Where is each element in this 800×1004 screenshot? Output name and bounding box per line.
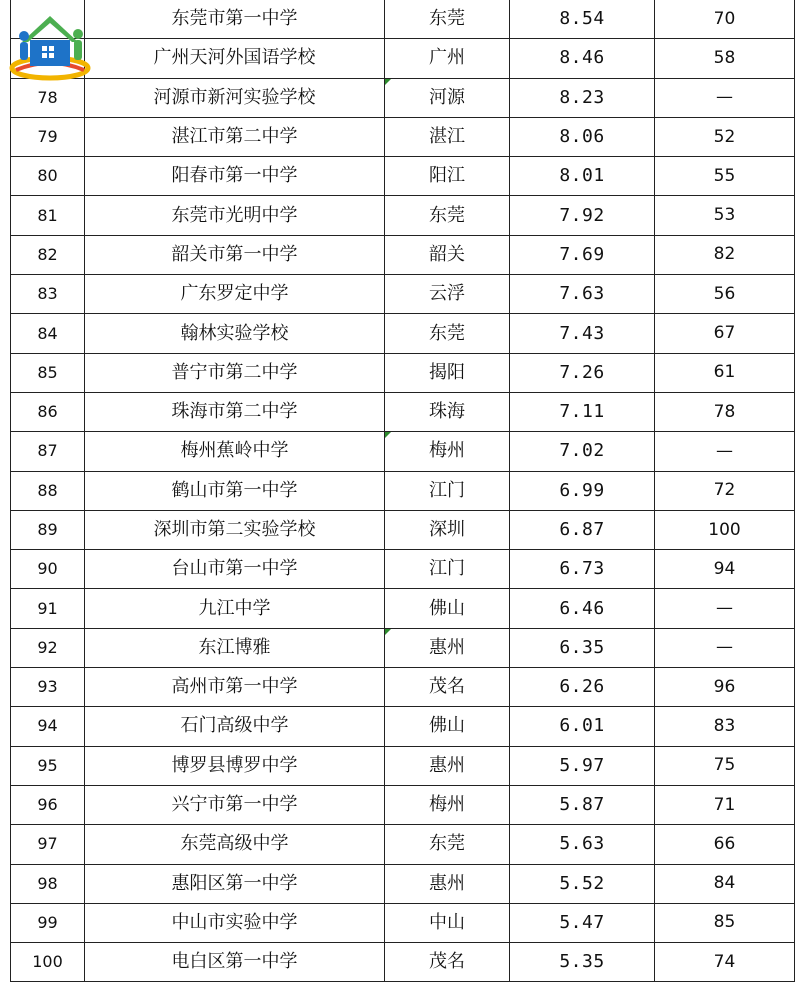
house-family-logo-icon — [8, 6, 92, 82]
table-row — [11, 943, 795, 982]
school-name-cell: 高州市第一中学 — [85, 668, 385, 707]
school-name-cell: 电白区第一中学 — [85, 943, 385, 982]
score-cell: 6.26 — [510, 668, 655, 707]
city-cell: 东莞 — [385, 196, 510, 235]
school-name-cell: 梅州蕉岭中学 — [85, 432, 385, 471]
rank-cell: 94 — [11, 707, 85, 746]
city-cell: 梅州 — [385, 432, 510, 471]
city-cell: 佛山 — [385, 707, 510, 746]
rank-cell: 82 — [11, 235, 85, 274]
table-row — [11, 864, 795, 903]
table-row — [11, 510, 795, 549]
table-row — [11, 353, 795, 392]
rank-cell: 87 — [11, 432, 85, 471]
rank-cell: 80 — [11, 157, 85, 196]
city-cell: 河源 — [385, 78, 510, 117]
city-cell: 江门 — [385, 550, 510, 589]
city-cell: 中山 — [385, 903, 510, 942]
score-cell: 7.63 — [510, 275, 655, 314]
table-row — [11, 668, 795, 707]
score-cell: 7.02 — [510, 432, 655, 471]
score-cell: 8.23 — [510, 78, 655, 117]
school-name-cell: 珠海市第二中学 — [85, 392, 385, 431]
rank-cell: 96 — [11, 785, 85, 824]
rank-cell: 97 — [11, 825, 85, 864]
city-cell: 梅州 — [385, 785, 510, 824]
previous-rank-cell: 74 — [655, 943, 795, 982]
score-cell: 8.06 — [510, 117, 655, 156]
previous-rank-cell: 96 — [655, 668, 795, 707]
rank-cell: 88 — [11, 471, 85, 510]
school-ranking-table — [10, 0, 795, 982]
rank-cell: 99 — [11, 903, 85, 942]
school-name-cell: 广州天河外国语学校 — [85, 39, 385, 78]
table-row — [11, 275, 795, 314]
city-cell: 惠州 — [385, 746, 510, 785]
previous-rank-cell: 53 — [655, 196, 795, 235]
table-row — [11, 157, 795, 196]
table-row — [11, 746, 795, 785]
previous-rank-cell: 66 — [655, 825, 795, 864]
city-cell: 珠海 — [385, 392, 510, 431]
score-cell: 5.63 — [510, 825, 655, 864]
previous-rank-cell: 85 — [655, 903, 795, 942]
school-name-cell: 东莞高级中学 — [85, 825, 385, 864]
score-cell: 5.87 — [510, 785, 655, 824]
school-name-cell: 广东罗定中学 — [85, 275, 385, 314]
school-name-cell: 九江中学 — [85, 589, 385, 628]
rank-cell: 95 — [11, 746, 85, 785]
school-name-cell: 河源市新河实验学校 — [85, 78, 385, 117]
table-row — [11, 471, 795, 510]
score-cell: 6.87 — [510, 510, 655, 549]
table-row — [11, 628, 795, 667]
score-cell: 5.97 — [510, 746, 655, 785]
school-name-cell: 翰林实验学校 — [85, 314, 385, 353]
score-cell: 5.47 — [510, 903, 655, 942]
rank-cell: 86 — [11, 392, 85, 431]
rank-cell: 84 — [11, 314, 85, 353]
ranking-table-container — [10, 0, 794, 982]
score-cell: 6.35 — [510, 628, 655, 667]
city-cell: 韶关 — [385, 235, 510, 274]
previous-rank-cell: 61 — [655, 353, 795, 392]
table-row — [11, 0, 795, 39]
city-cell: 东莞 — [385, 0, 510, 39]
score-cell: 5.52 — [510, 864, 655, 903]
previous-rank-cell: 72 — [655, 471, 795, 510]
previous-rank-cell: — — [655, 589, 795, 628]
previous-rank-cell: 84 — [655, 864, 795, 903]
city-cell: 佛山 — [385, 589, 510, 628]
previous-rank-cell: 70 — [655, 0, 795, 39]
school-name-cell: 中山市实验中学 — [85, 903, 385, 942]
school-name-cell: 东莞市光明中学 — [85, 196, 385, 235]
table-row — [11, 117, 795, 156]
rank-cell: 89 — [11, 510, 85, 549]
table-row — [11, 78, 795, 117]
rank-cell: 93 — [11, 668, 85, 707]
score-cell: 6.46 — [510, 589, 655, 628]
previous-rank-cell: 52 — [655, 117, 795, 156]
table-row — [11, 235, 795, 274]
previous-rank-cell: 82 — [655, 235, 795, 274]
table-row — [11, 903, 795, 942]
rank-cell: 98 — [11, 864, 85, 903]
school-name-cell: 东江博雅 — [85, 628, 385, 667]
city-cell: 云浮 — [385, 275, 510, 314]
table-row — [11, 825, 795, 864]
rank-cell: 81 — [11, 196, 85, 235]
city-cell: 深圳 — [385, 510, 510, 549]
school-name-cell: 石门高级中学 — [85, 707, 385, 746]
rank-cell: 90 — [11, 550, 85, 589]
city-cell: 惠州 — [385, 864, 510, 903]
table-row — [11, 707, 795, 746]
score-cell: 8.46 — [510, 39, 655, 78]
previous-rank-cell: 94 — [655, 550, 795, 589]
score-cell: 7.43 — [510, 314, 655, 353]
rank-cell: 83 — [11, 275, 85, 314]
score-cell: 6.01 — [510, 707, 655, 746]
school-name-cell: 鹤山市第一中学 — [85, 471, 385, 510]
previous-rank-cell: 83 — [655, 707, 795, 746]
city-cell: 阳江 — [385, 157, 510, 196]
city-cell: 东莞 — [385, 825, 510, 864]
previous-rank-cell: 58 — [655, 39, 795, 78]
table-row — [11, 550, 795, 589]
comment-flag-icon — [385, 432, 391, 438]
school-name-cell: 深圳市第二实验学校 — [85, 510, 385, 549]
table-row — [11, 314, 795, 353]
score-cell: 6.73 — [510, 550, 655, 589]
school-name-cell: 惠阳区第一中学 — [85, 864, 385, 903]
rank-cell: 78 — [11, 78, 85, 117]
school-name-cell: 阳春市第一中学 — [85, 157, 385, 196]
rank-cell: 85 — [11, 353, 85, 392]
previous-rank-cell: — — [655, 78, 795, 117]
score-cell: 6.99 — [510, 471, 655, 510]
score-cell: 8.54 — [510, 0, 655, 39]
city-cell: 揭阳 — [385, 353, 510, 392]
rank-cell: 92 — [11, 628, 85, 667]
comment-flag-icon — [385, 629, 391, 635]
score-cell: 7.92 — [510, 196, 655, 235]
previous-rank-cell: — — [655, 432, 795, 471]
school-name-cell: 兴宁市第一中学 — [85, 785, 385, 824]
rank-cell: 100 — [11, 943, 85, 982]
table-body — [11, 0, 795, 982]
score-cell: 7.69 — [510, 235, 655, 274]
school-name-cell: 东莞市第一中学 — [85, 0, 385, 39]
table-row — [11, 589, 795, 628]
previous-rank-cell: 71 — [655, 785, 795, 824]
previous-rank-cell: 78 — [655, 392, 795, 431]
city-cell: 江门 — [385, 471, 510, 510]
city-cell: 茂名 — [385, 943, 510, 982]
previous-rank-cell: 55 — [655, 157, 795, 196]
school-name-cell: 台山市第一中学 — [85, 550, 385, 589]
score-cell: 8.01 — [510, 157, 655, 196]
comment-flag-icon — [385, 79, 391, 85]
table-row — [11, 785, 795, 824]
school-name-cell: 普宁市第二中学 — [85, 353, 385, 392]
city-cell: 茂名 — [385, 668, 510, 707]
previous-rank-cell: — — [655, 628, 795, 667]
city-cell: 广州 — [385, 39, 510, 78]
city-cell: 湛江 — [385, 117, 510, 156]
school-name-cell: 博罗县博罗中学 — [85, 746, 385, 785]
score-cell: 5.35 — [510, 943, 655, 982]
city-cell: 东莞 — [385, 314, 510, 353]
table-row — [11, 392, 795, 431]
school-name-cell: 湛江市第二中学 — [85, 117, 385, 156]
previous-rank-cell: 100 — [655, 510, 795, 549]
score-cell: 7.26 — [510, 353, 655, 392]
score-cell: 7.11 — [510, 392, 655, 431]
previous-rank-cell: 67 — [655, 314, 795, 353]
table-row — [11, 196, 795, 235]
school-name-cell: 韶关市第一中学 — [85, 235, 385, 274]
table-row — [11, 432, 795, 471]
previous-rank-cell: 75 — [655, 746, 795, 785]
rank-cell: 79 — [11, 117, 85, 156]
city-cell: 惠州 — [385, 628, 510, 667]
rank-cell: 91 — [11, 589, 85, 628]
table-row — [11, 39, 795, 78]
previous-rank-cell: 56 — [655, 275, 795, 314]
